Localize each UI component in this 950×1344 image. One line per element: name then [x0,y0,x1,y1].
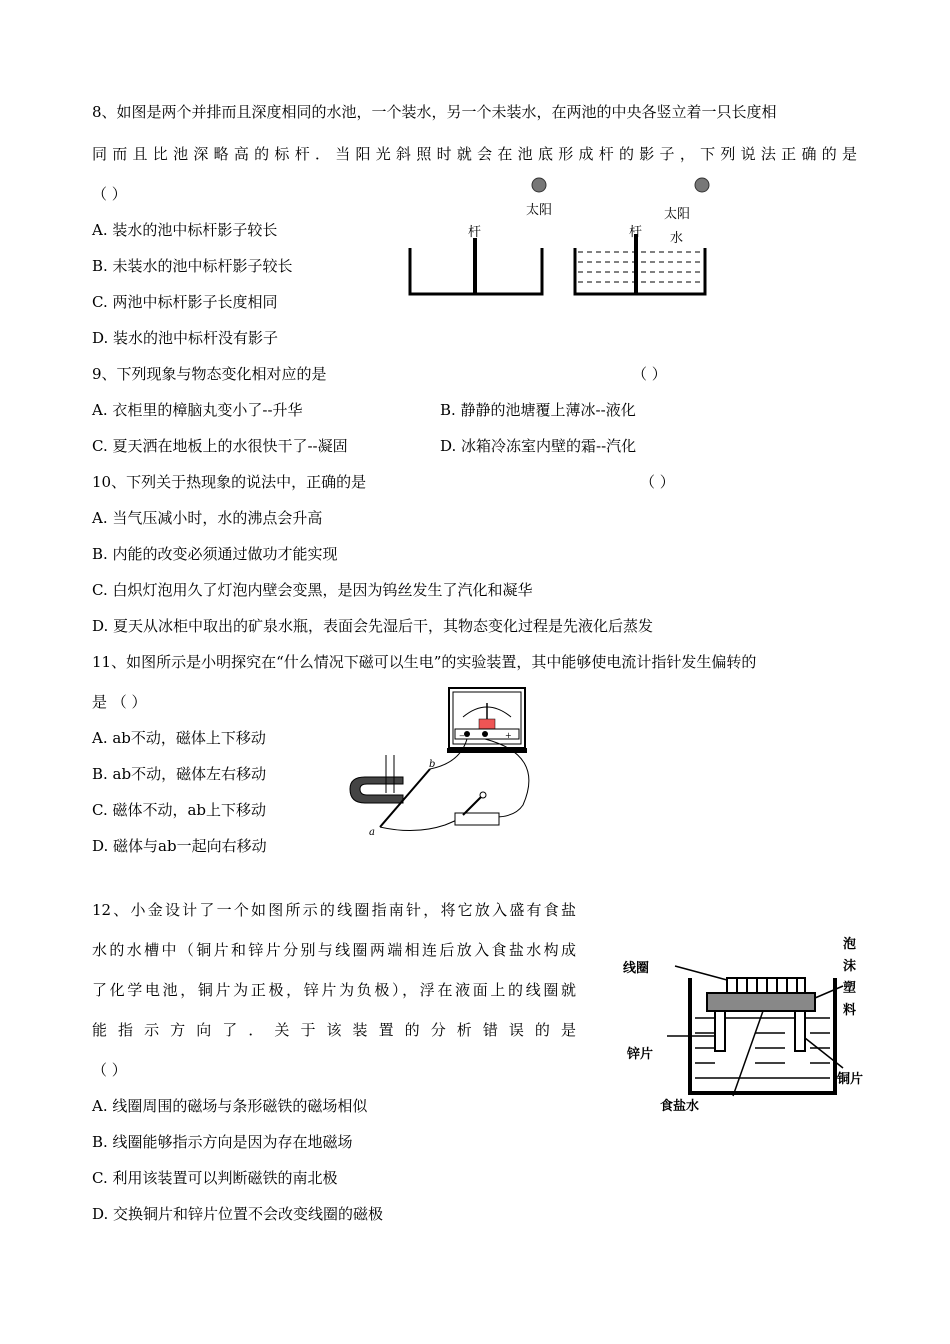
q12-coil-compass-figure [615,918,890,1118]
q12-answer-paren: （ ） [92,1061,127,1079]
coil-label: 线圈 [623,961,650,976]
svg-text:b: b [429,759,436,770]
q8-option-a: A. 装水的池中标杆影子较长 [92,221,278,239]
q11-galvanometer-figure [345,685,550,835]
q12-option-b: B. 线圈能够指示方向是因为存在地磁场 [92,1133,353,1151]
q9-stem: 9、下列现象与物态变化相对应的是 [92,365,327,383]
q9-option-d: D. 冰箱冷冻室内壁的霜--汽化 [440,437,637,455]
q8-answer-paren: （ ） [92,185,127,203]
svg-text:泡: 泡 [843,937,857,952]
q12-stem-line3: 了化学电池，铜片为正极，锌片为负极），浮在液面上的线圈就 [92,981,576,999]
sun-left-label: 太阳 [526,203,553,218]
q9-option-b: B. 静静的池塘覆上薄冰--液化 [440,401,636,419]
brine-label: 食盐水 [660,1099,700,1114]
svg-text:沫: 沫 [843,959,857,974]
q10-option-a: A. 当气压减小时，水的沸点会升高 [92,509,323,527]
q8-stem-line2: 同而且比池深略高的标杆．当阳光斜照时就会在池底形成杆的影子，下列说法正确的是 [92,145,857,163]
knife-switch [455,813,499,825]
q8-stem-line1: 8、如图是两个并排而且深度相同的水池，一个装水，另一个未装水，在两池的中央各竖立着一只长度相 [92,103,777,121]
svg-text:塑: 塑 [843,981,857,996]
svg-text:料: 料 [843,1003,857,1018]
q10-option-d: D. 夏天从冰柜中取出的矿泉水瓶，表面会先湿后干，其物态变化过程是先液化后蒸发 [92,617,654,635]
q12-option-c: C. 利用该装置可以判断磁铁的南北极 [92,1169,338,1187]
q12-option-d: D. 交换铜片和锌片位置不会改变线圈的磁极 [92,1205,384,1223]
q8-option-d: D. 装水的池中标杆没有影子 [92,329,279,347]
horseshoe-magnet [350,777,403,803]
q10-option-c: C. 白炽灯泡用久了灯泡内壁会变黑，是因为钨丝发生了汽化和凝华 [92,581,533,599]
q8-pools-figure [400,170,720,305]
q11-stem-line2: 是 （ ） [92,693,147,711]
q12-stem-line1: 12、小金设计了一个如图所示的线圈指南针，将它放入盛有食盐 [92,901,576,919]
q11-option-c: C. 磁体不动，ab上下移动 [92,801,267,819]
copper-plate [795,1011,805,1051]
q8-option-c: C. 两池中标杆影子长度相同 [92,293,278,311]
q11-option-b: B. ab不动，磁体左右移动 [92,765,267,783]
q10-option-b: B. 内能的改变必须通过做功才能实现 [92,545,338,563]
sun-right-label: 太阳 [664,207,691,222]
rod-left-label: 杆 [468,225,482,240]
svg-text:−: − [459,732,465,740]
q11-stem-line1: 11、如图所示是小明探究在“什么情况下磁可以生电”的实验装置，其中能够使电流计指针发生偏转的 [92,653,757,671]
q12-option-a: A. 线圈周围的磁场与条形磁铁的磁场相似 [92,1097,368,1115]
sun-left-icon [532,178,546,192]
q10-stem: 10、下列关于热现象的说法中，正确的是 [92,473,367,491]
copper-label: 铜片 [837,1072,864,1087]
rod-right-label: 杆 [629,225,643,240]
q10-answer-paren: （ ） [640,473,675,491]
q12-stem-line2: 水的水槽中（铜片和锌片分别与线圈两端相连后放入食盐水构成 [92,941,576,959]
q9-option-c: C. 夏天洒在地板上的水很快干了--凝固 [92,437,348,455]
q12-stem-line4: 能指示方向了．关于该装置的分析错误的是 [92,1021,576,1039]
zinc-label: 锌片 [627,1047,654,1062]
zinc-plate [715,1011,725,1051]
q11-option-a: A. ab不动，磁体上下移动 [92,729,266,747]
svg-text:a: a [369,827,375,835]
q11-option-d: D. 磁体与ab一起向右移动 [92,837,267,855]
svg-text:+: + [505,731,512,740]
foam-block [707,993,815,1011]
q9-answer-paren: （ ） [632,365,667,383]
coil [727,978,805,993]
q9-option-a: A. 衣柜里的樟脑丸变小了--升华 [92,401,303,419]
terminal-minus-icon [464,731,470,737]
q8-option-b: B. 未装水的池中标杆影子较长 [92,257,293,275]
water-label: 水 [670,231,684,246]
sun-right-icon [695,178,709,192]
